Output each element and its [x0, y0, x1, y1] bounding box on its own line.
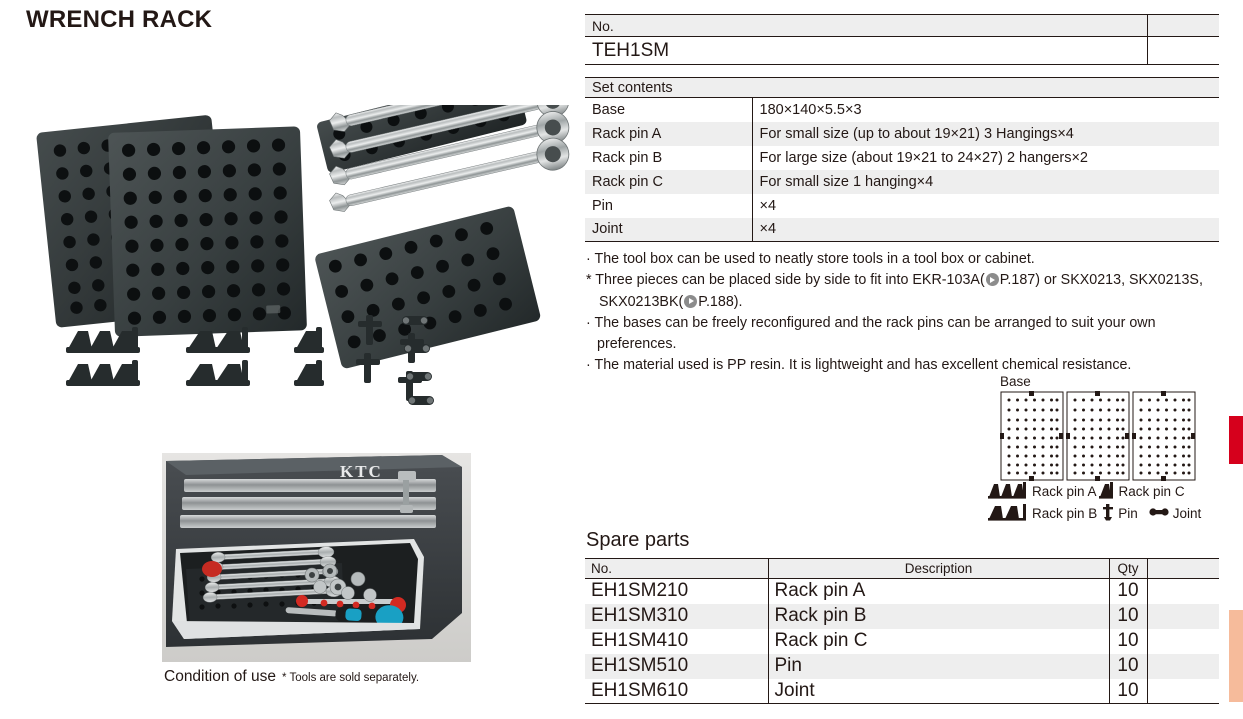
legend-label-rack-pin-b: Rack pin B	[1032, 505, 1098, 521]
spare-part-no: EH1SM210	[591, 580, 689, 602]
set-item-spec: 180×140×5.5×3	[752, 98, 1219, 122]
spare-part-description: Joint	[768, 679, 1109, 704]
spare-part-qty: 10	[1109, 629, 1147, 654]
joint-icon	[1149, 503, 1169, 524]
note-text: The bases can be freely reconfigured and the rack pins can be arranged to suit your own preferences.	[594, 314, 1156, 353]
legend-row-bottom	[988, 502, 1220, 524]
note-bullet: ·	[586, 314, 591, 331]
price-value	[1147, 37, 1219, 65]
note-bullet: *	[586, 272, 592, 289]
pin-icon	[1102, 503, 1114, 524]
legend-row-top	[988, 480, 1220, 502]
base-diagram-title: Base	[1000, 374, 1031, 389]
note-item	[586, 249, 1206, 270]
set-item-name: Rack pin B	[592, 149, 663, 166]
note-item	[586, 270, 1206, 313]
rack-pin-a-icon	[988, 481, 1028, 502]
table-row	[585, 559, 1219, 579]
set-item-name: Joint	[585, 218, 752, 242]
note-text-part2: ) or SKX0213, SKX0213S, SKX0213BK(	[599, 272, 1203, 310]
table-row	[585, 122, 1219, 146]
set-item-name: Base	[592, 101, 626, 118]
spare-part-qty: 10	[1109, 679, 1147, 704]
note-text: The material used is PP resin. It is lightweight and has excellent chemical resistance.	[594, 357, 1132, 374]
table-row	[585, 146, 1219, 170]
table-row	[585, 654, 1219, 679]
spare-part-price	[1147, 629, 1219, 654]
table-row	[585, 579, 1219, 604]
product-number-value: TEH1SM	[585, 37, 1147, 65]
table-row	[585, 629, 1219, 654]
usage-caption-main: Condition of use	[164, 668, 277, 685]
spare-part-description: Rack pin C	[768, 629, 1109, 654]
spare-parts-title: Spare parts	[586, 529, 690, 551]
notes-list	[586, 249, 1206, 377]
no-column-header: No.	[585, 15, 1147, 37]
spare-part-price	[1147, 679, 1219, 704]
page-reference-icon[interactable]	[684, 295, 697, 308]
set-item-name: Rack pin A	[585, 122, 752, 146]
spare-part-qty: 10	[1109, 654, 1147, 679]
spare-col-description: Description	[768, 559, 1109, 579]
spare-part-description: Rack pin B	[768, 604, 1109, 629]
spare-part-no: EH1SM610	[585, 679, 768, 704]
table-row	[585, 604, 1219, 629]
set-item-spec: For large size (about 19×21 to 24×27) 2 hangers×2	[752, 146, 1219, 170]
price-column-header	[1147, 15, 1219, 37]
spare-part-no: EH1SM410	[591, 630, 689, 651]
set-item-spec: For small size 1 hanging×4	[752, 170, 1219, 194]
set-item-spec: For small size (up to about 19×21) 3 Hangings×4	[752, 122, 1219, 146]
page-title: WRENCH RACK	[26, 6, 213, 33]
table-row	[585, 98, 1219, 122]
set-contents-header: Set contents	[585, 78, 1219, 98]
table-row	[585, 194, 1219, 218]
page-edge-tab-red	[1229, 416, 1243, 464]
spare-part-price	[1147, 579, 1219, 604]
spare-part-no: EH1SM310	[585, 604, 768, 629]
parts-legend	[988, 480, 1220, 524]
base-diagram-svg	[1000, 391, 1198, 481]
table-row	[585, 15, 1219, 37]
legend-label-joint: Joint	[1172, 505, 1202, 521]
svg-text:KTC: KTC	[340, 462, 383, 481]
rack-pin-c-icon	[1099, 481, 1115, 502]
product-photo-wrench-rack	[18, 105, 578, 425]
note-reference-1[interactable]: P.187	[999, 272, 1036, 289]
set-contents-table	[585, 77, 1219, 242]
table-row	[585, 78, 1219, 98]
usage-photo-toolbox	[162, 453, 471, 662]
note-bullet: ·	[586, 357, 591, 374]
spare-col-price	[1147, 559, 1219, 579]
spare-part-qty: 10	[1109, 604, 1147, 629]
note-text-part1: Three pieces can be placed side by side to fit into EKR-103A(	[595, 272, 985, 289]
set-item-name: Pin	[592, 197, 613, 214]
set-item-name: Rack pin C	[585, 170, 752, 194]
spare-parts-table	[585, 558, 1219, 704]
legend-label-rack-pin-a: Rack pin A	[1032, 483, 1097, 499]
spare-part-price	[1147, 604, 1219, 629]
spare-part-description: Rack pin A	[768, 579, 1109, 604]
table-row	[585, 37, 1219, 65]
spare-part-no: EH1SM510	[585, 654, 768, 679]
note-item	[586, 313, 1206, 356]
rack-pin-b-icon	[988, 503, 1028, 524]
usage-caption-note: * Tools are sold separately.	[282, 672, 420, 684]
note-bullet: ·	[586, 251, 591, 267]
spare-part-description: Pin	[768, 654, 1109, 679]
table-row	[585, 170, 1219, 194]
base-layout-diagram	[1000, 374, 1200, 486]
page-reference-icon[interactable]	[986, 273, 999, 286]
note-text: The tool box can be used to neatly store tools in a tool box or cabinet.	[594, 251, 1035, 267]
note-reference-2[interactable]: P.188	[698, 293, 734, 310]
set-item-spec: ×4	[752, 194, 1219, 218]
spare-col-no: No.	[585, 559, 768, 579]
page-edge-tab-peach	[1229, 610, 1243, 702]
table-row	[585, 218, 1219, 242]
product-number-table	[585, 14, 1219, 65]
legend-label-pin: Pin	[1118, 505, 1138, 521]
set-item-spec: ×4	[752, 218, 1219, 242]
legend-label-rack-pin-c: Rack pin C	[1118, 483, 1185, 499]
spare-part-qty: 10	[1109, 579, 1147, 604]
spare-col-qty: Qty	[1109, 559, 1147, 579]
usage-caption	[164, 668, 584, 686]
table-row	[585, 679, 1219, 704]
note-text-part3: ).	[733, 293, 743, 310]
spare-part-price	[1147, 654, 1219, 679]
